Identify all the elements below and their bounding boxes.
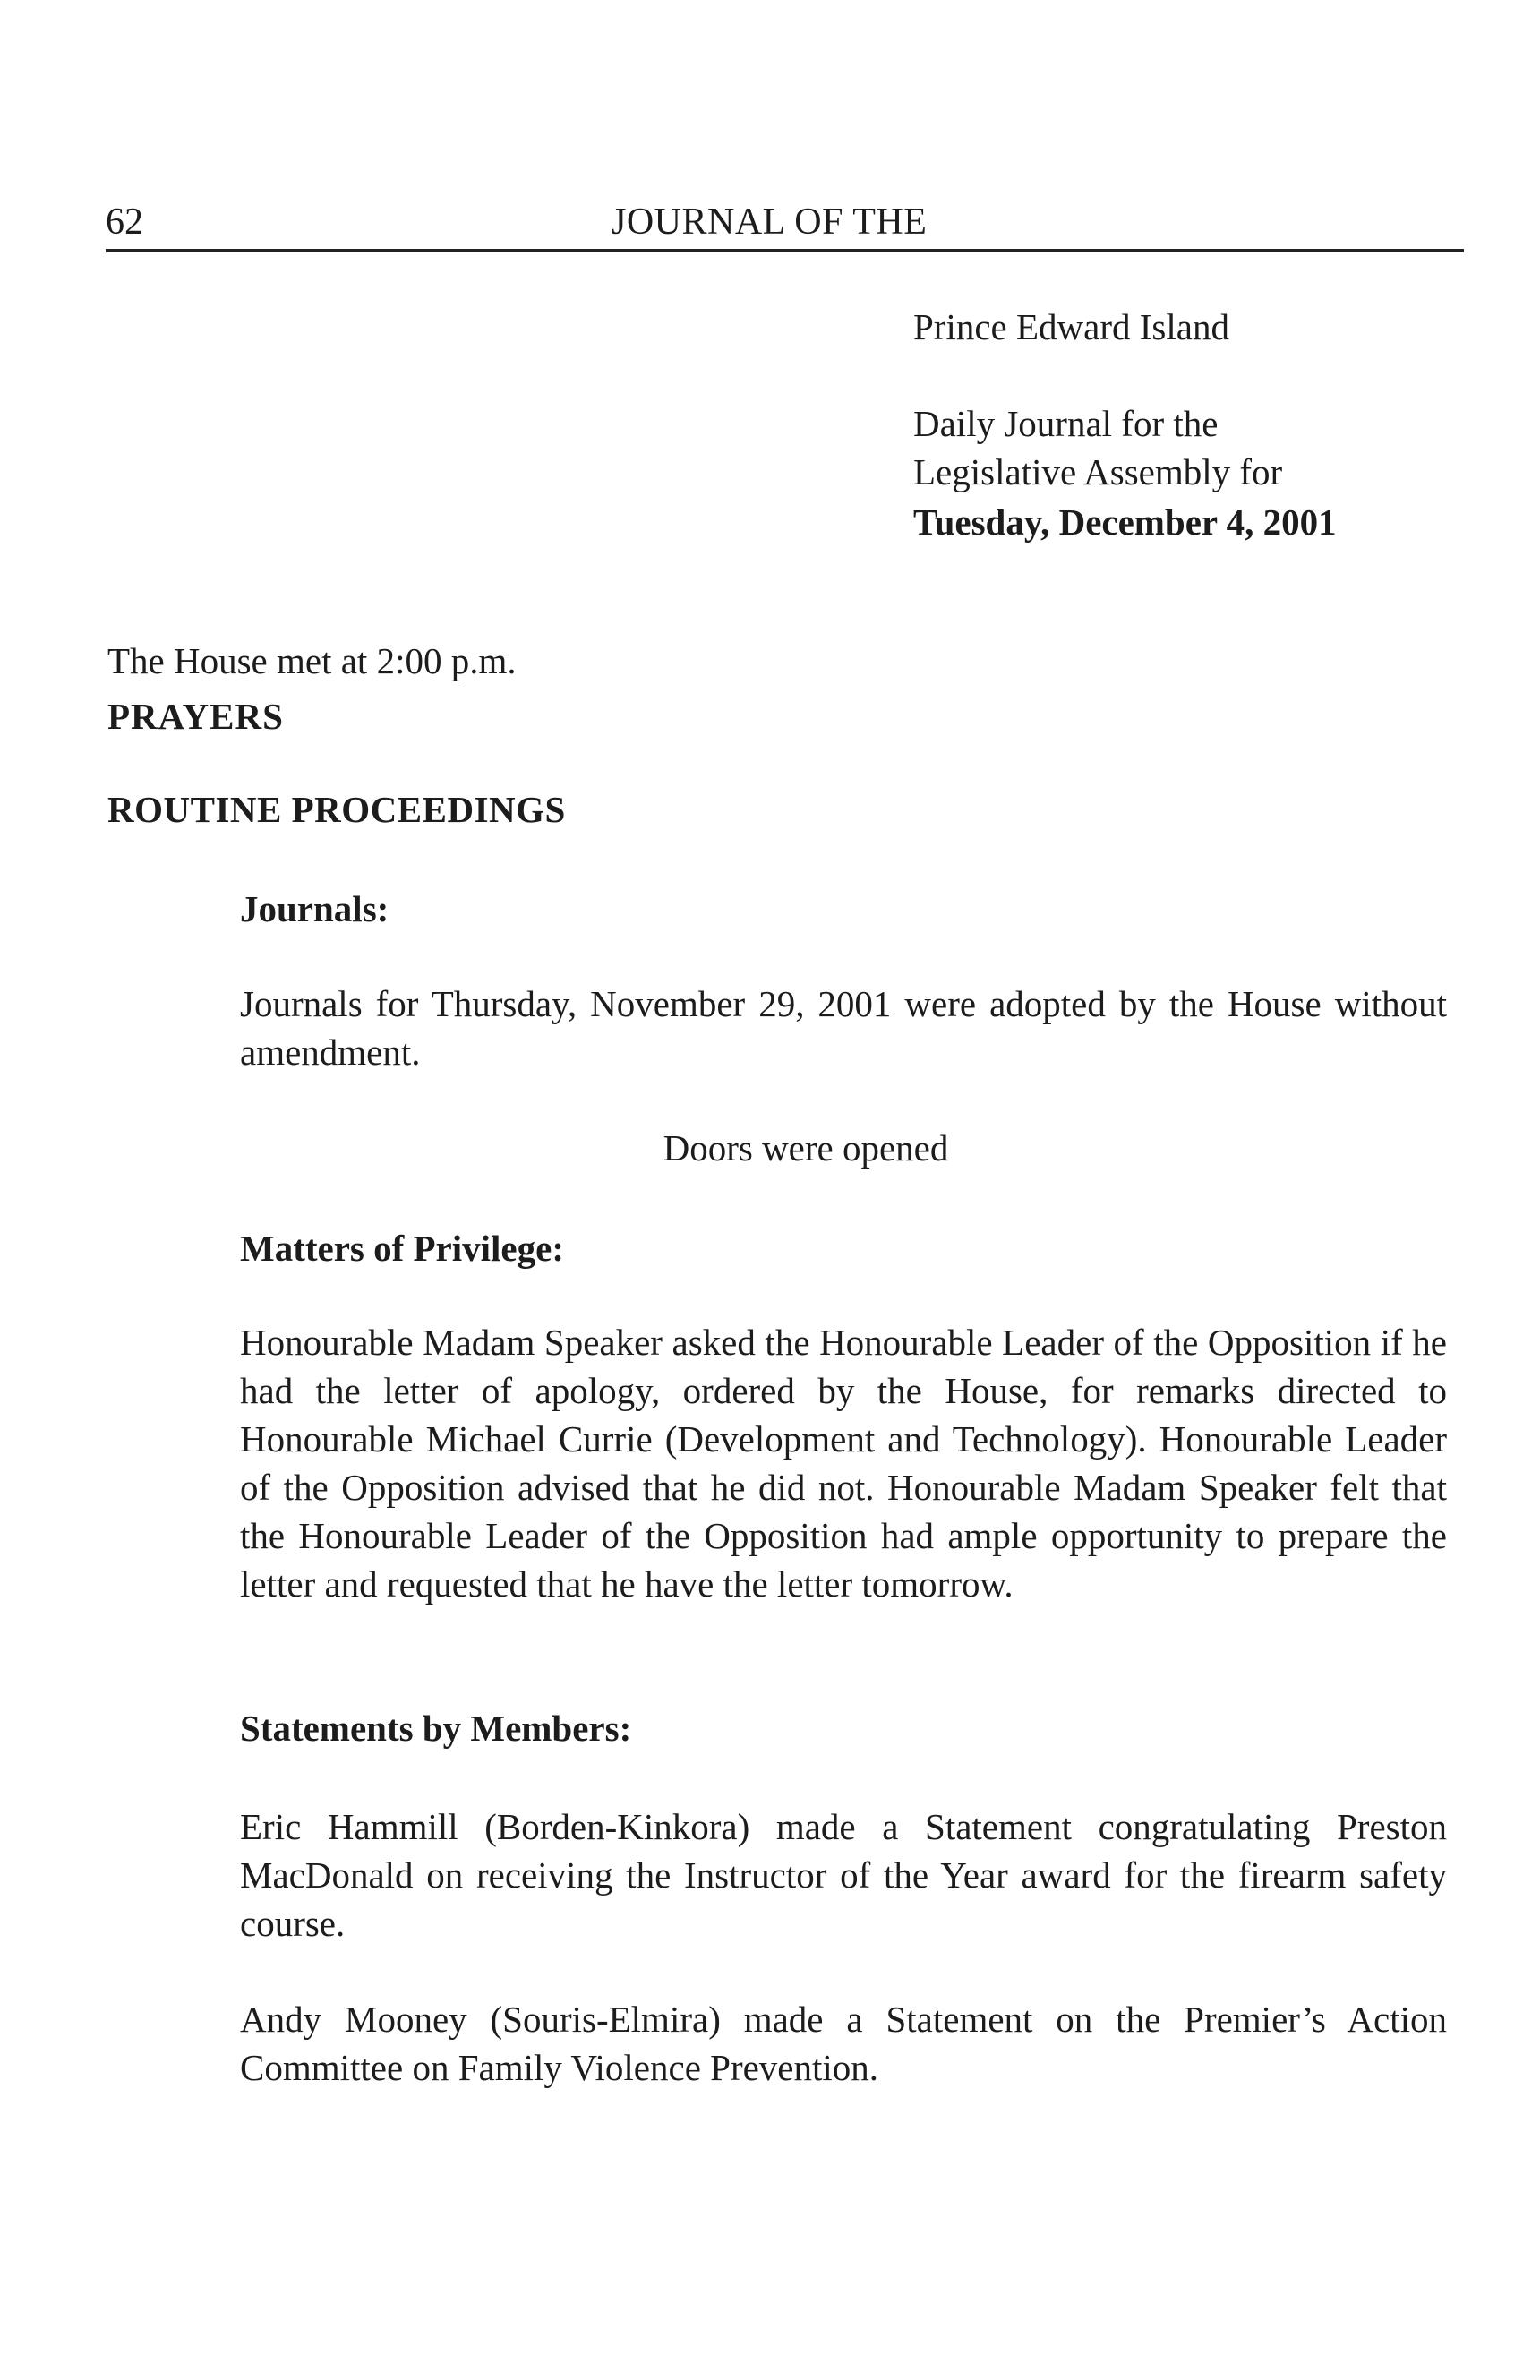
masthead-line-2: Legislative Assembly for [913,451,1283,492]
masthead-date: Tuesday, December 4, 2001 [913,501,1337,543]
statement-paragraph: Eric Hammill (Borden-Kinkora) made a Statement congratulating Preston MacDonald on receiving the Instructor of the Year award for the firearm safety course. [240,1806,1447,1944]
prayers-heading: PRAYERS [107,696,284,737]
routine-proceedings-heading: ROUTINE PROCEEDINGS [107,789,566,830]
running-header [106,195,1464,252]
matters-of-privilege-paragraph: Honourable Madam Speaker asked the Honourable Leader of the Opposition if he had the letter of apology, ordered by the House, for remarks directed to Honourable Michael Currie (Development and Technology). Honourable Leader of the Opposition advised that he did not. Honourable Madam Speaker felt that the Honourable Leader of the Opposition had ample opportunity to prepare the letter and requested that he have the letter tomorrow. [240,1322,1447,1605]
masthead-province: Prince Edward Island [913,306,1229,347]
journals-heading: Journals: [240,888,389,929]
running-header-title: JOURNAL OF THE [612,201,928,243]
house-met-time: The House met at 2:00 p.m. [107,640,517,681]
statements-by-members-heading: Statements by Members: [240,1708,632,1749]
page-number: 62 [106,201,143,243]
masthead-line-1: Daily Journal for the [913,403,1219,444]
statement-paragraph: Andy Mooney (Souris-Elmira) made a Statement on the Premier’s Action Committee on Family Violence Prevention. [240,1999,1447,2088]
doors-opened-note: Doors were opened [663,1127,949,1169]
matters-of-privilege-heading: Matters of Privilege: [240,1228,564,1269]
journals-paragraph: Journals for Thursday, November 29, 2001 were adopted by the House without amendment. [240,983,1447,1073]
